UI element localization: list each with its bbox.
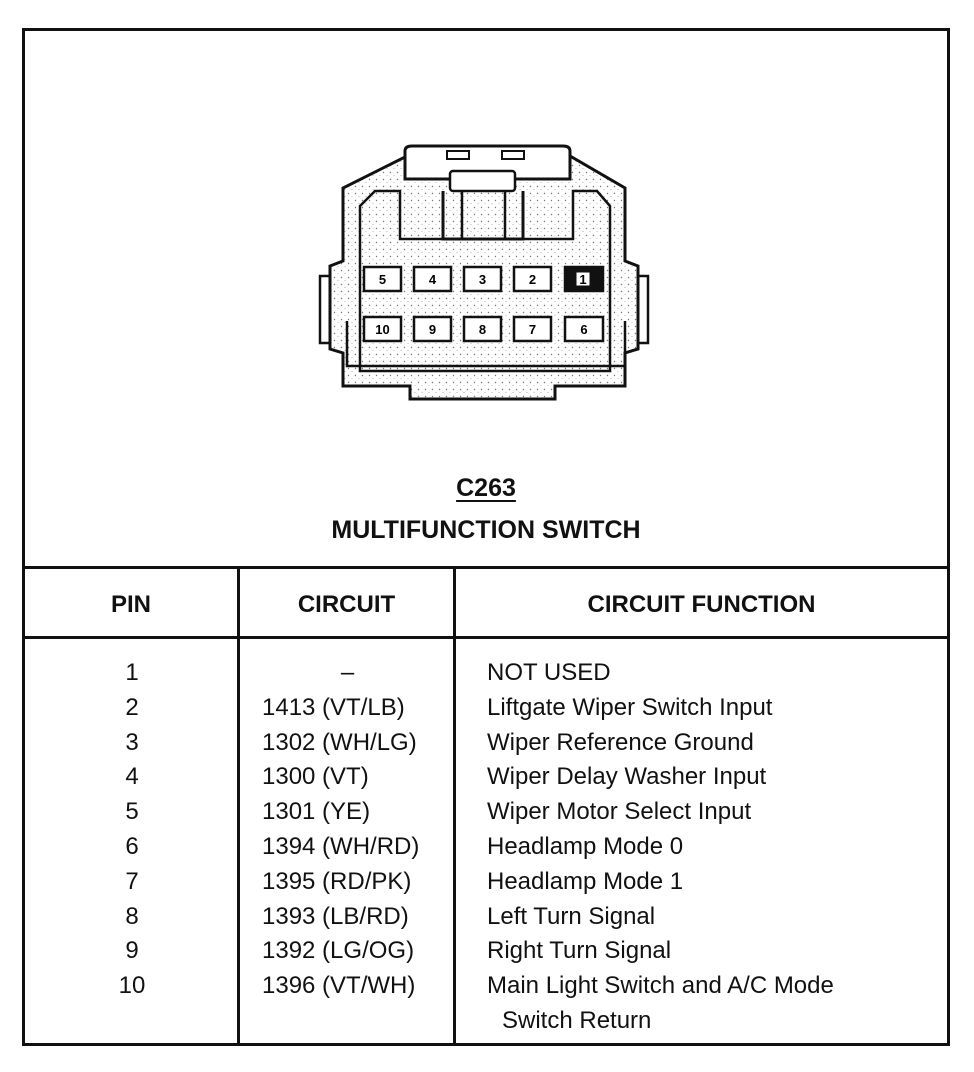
pin-number-label: 8: [478, 322, 487, 337]
table-row: [25, 868, 947, 903]
table-row: [25, 694, 947, 729]
table-row: [25, 972, 947, 1007]
function-cell: Wiper Motor Select Input: [487, 798, 752, 825]
connector-id-text: C263: [456, 474, 516, 502]
pin-cell: 4: [125, 763, 139, 790]
function-cell: Wiper Delay Washer Input: [487, 763, 767, 790]
pin-number-label: 4: [428, 272, 437, 287]
pin-cavity-2: [514, 267, 551, 291]
pin-number-label: 5: [378, 272, 387, 287]
table-row: [25, 729, 947, 764]
header-divider: [25, 636, 947, 639]
circuit-cell: 1413 (VT/LB): [262, 694, 405, 721]
circuit-cell: 1395 (RD/PK): [262, 868, 412, 895]
table-row: [25, 659, 947, 694]
pin-cell: 9: [125, 937, 139, 964]
table-row: [25, 903, 947, 938]
header-circuit: CIRCUIT: [297, 591, 396, 618]
circuit-cell: 1392 (LG/OG): [262, 937, 415, 964]
circuit-cell: 1302 (WH/LG): [262, 729, 417, 756]
circuit-cell: 1393 (LB/RD): [262, 903, 409, 930]
circuit-cell: –: [340, 659, 355, 686]
header-circuit-function: CIRCUIT FUNCTION: [587, 591, 816, 618]
table-row: [25, 763, 947, 798]
pin-cavity-6: [565, 317, 603, 341]
connector-document-frame: [22, 28, 950, 1046]
pin-cavity-4: [414, 267, 451, 291]
function-cell: Liftgate Wiper Switch Input: [487, 694, 773, 721]
table-row: [25, 937, 947, 972]
pin-cavity-10: [364, 317, 401, 341]
pin-cavity-5: [364, 267, 401, 291]
header-pin: PIN: [110, 591, 151, 618]
section-divider: [25, 566, 947, 569]
function-cell: NOT USED: [487, 659, 611, 686]
pin-cell: 10: [118, 972, 146, 999]
circuit-cell: 1301 (YE): [262, 798, 371, 825]
pin-cavity-3: [464, 267, 501, 291]
circuit-cell: 1396 (VT/WH): [262, 972, 416, 999]
function-cell: Left Turn Signal: [487, 903, 656, 930]
function-cell-continuation: Switch Return: [502, 1007, 652, 1034]
pin-cell: 7: [125, 868, 139, 895]
pin-cell: 1: [125, 659, 139, 686]
function-cell: Right Turn Signal: [487, 937, 672, 964]
pin-number-label: 10: [375, 322, 390, 337]
function-cell: Headlamp Mode 1: [487, 868, 684, 895]
connector-diagram-area: [25, 31, 947, 566]
pin-number-label: 7: [528, 322, 537, 337]
pin-cell: 3: [125, 729, 139, 756]
pin-cavity-1-highlighted: [565, 267, 603, 291]
pin-cell: 2: [125, 694, 139, 721]
function-cell: Wiper Reference Ground: [487, 729, 754, 756]
pin-cell: 8: [125, 903, 139, 930]
pin-number-label: 2: [528, 272, 537, 287]
connector-name: MULTIFUNCTION SWITCH: [331, 516, 641, 544]
circuit-cell: 1394 (WH/RD): [262, 833, 420, 860]
pin-number-label: 3: [478, 272, 487, 287]
pin-number-label: 9: [428, 322, 437, 337]
connector-id: [25, 474, 947, 503]
pin-number-label: 1: [579, 272, 587, 287]
pin-cavity-7: [514, 317, 551, 341]
function-cell: Headlamp Mode 0: [487, 833, 684, 860]
function-cell: Main Light Switch and A/C Mode: [487, 972, 834, 999]
pin-number-label: 6: [580, 322, 588, 337]
pin-cell: 6: [125, 833, 139, 860]
table-row: [25, 798, 947, 833]
pin-cavity-8: [464, 317, 501, 341]
pin-cell: 5: [125, 798, 139, 825]
circuit-cell: 1300 (VT): [262, 763, 369, 790]
pin-cavity-9: [414, 317, 451, 341]
table-row: [25, 833, 947, 868]
